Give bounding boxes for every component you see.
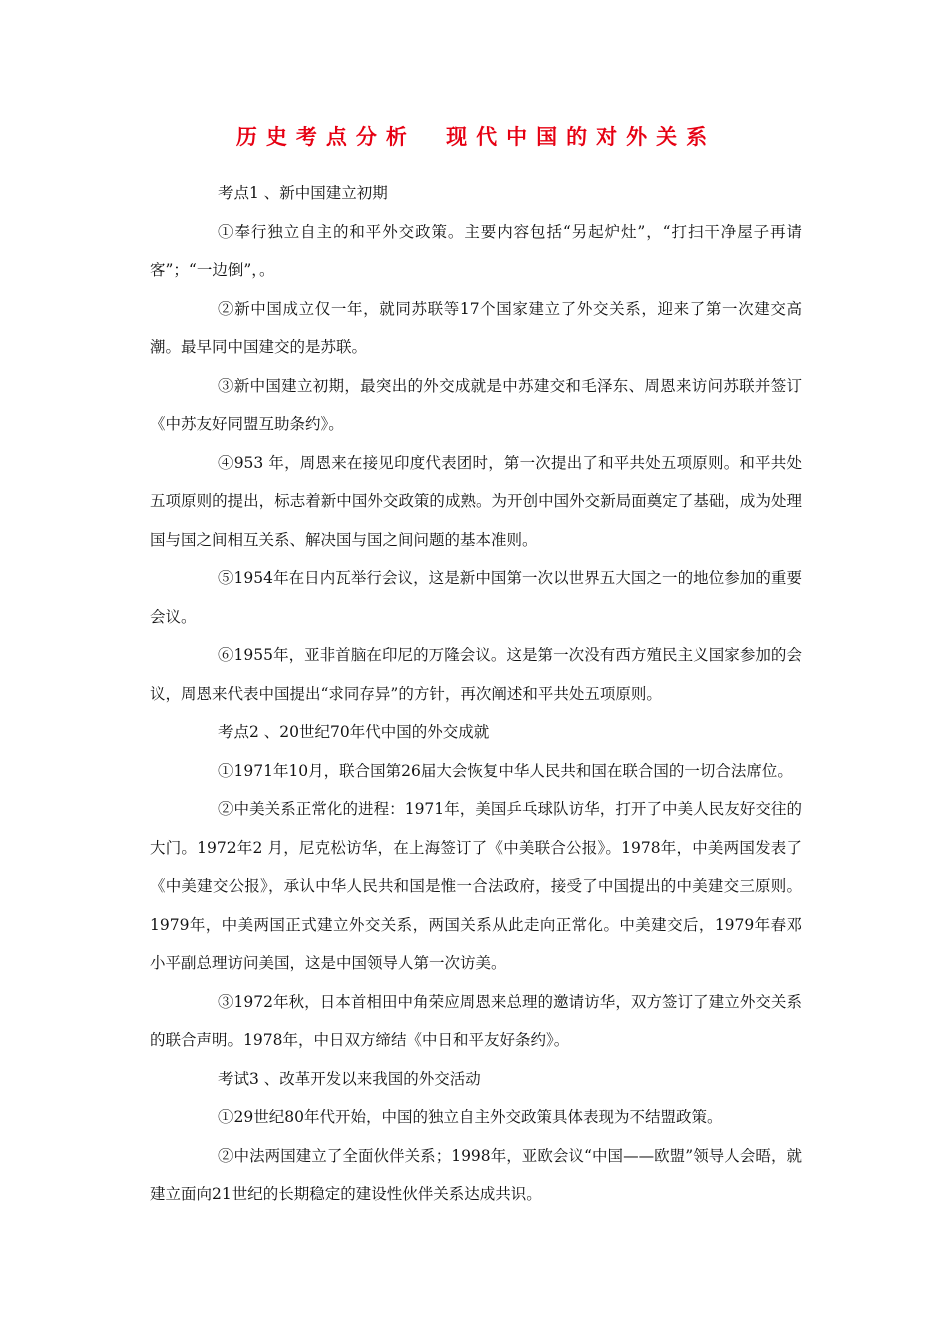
paragraph-2-3: ③1972年秋，日本首相田中角荣应周恩来总理的邀请访华，双方签订了建立外交关系的联合声明。1978年，中日双方缔结《中日和平友好条约》。: [150, 992, 802, 1049]
paragraph-2-1: ①1971年10月，联合国第26届大会恢复中华人民共和国在联合国的一切合法席位。: [218, 761, 793, 780]
section-heading-1: 考点1 、新中国建立初期: [218, 184, 388, 202]
paragraph-3-1: ①29世纪80年代开始，中国的独立自主外交政策具体表现为不结盟政策。: [218, 1108, 723, 1126]
paragraph-2-2: ②中美关系正常化的进程：1971年，美国乒乓球队访华，打开了中美人民友好交往的大门。1972年2 月，尼克松访华，在上海签订了《中美联合公报》。1978年，中美两国发表了《中美建交公报》，承认中华人民共和国是惟一合法政府，接受了中国提出的中美建交三原则。1979年，中美两国正式建立外交关系，两国关系从此走向正常化。中美建交后，1979年春邓小平副总理访问美国，这是中国领导人第一次访美。: [150, 800, 802, 972]
paragraph-1-1: ①奉行独立自主的和平外交政策。主要内容包括“另起炉灶”，“打扫干净屋子再请客”；“一边倒”，。: [150, 222, 802, 279]
page-title: 历史考点分析 现代中国的对外关系: [235, 124, 717, 149]
document-body: [150, 174, 802, 1214]
paragraph-1-4: ④953 年，周恩来在接见印度代表团时，第一次提出了和平共处五项原则。和平共处五项原则的提出，标志着新中国外交政策的成熟。为开创中国外交新局面奠定了基础，成为处理国与国之间相互关系、解决国与国之间问题的基本准则。: [150, 453, 802, 549]
section-heading-3: 考试3 、改革开发以来我国的外交活动: [218, 1069, 481, 1088]
paragraph-3-2: ②中法两国建立了全面伙伴关系；1998年，亚欧会议“中国——欧盟”领导人会晤，就建立面向21世纪的长期稳定的建设性伙伴关系达成共识。: [150, 1146, 802, 1203]
paragraph-1-5: ⑤1954年在日内瓦举行会议，这是新中国第一次以世界五大国之一的地位参加的重要会议。: [150, 569, 802, 626]
paragraph-1-3: ③新中国建立初期，最突出的外交成就是中苏建交和毛泽东、周恩来访问苏联并签订《中苏友好同盟互助条约》。: [150, 376, 802, 433]
paragraph-1-2: ②新中国成立仅一年，就同苏联等17个国家建立了外交关系，迎来了第一次建交高潮。最早同中国建交的是苏联。: [150, 299, 802, 356]
paragraph-1-6: ⑥1955年，亚非首脑在印尼的万隆会议。这是第一次没有西方殖民主义国家参加的会议，周恩来代表中国提出“求同存异”的方针，再次阐述和平共处五项原则。: [150, 646, 802, 703]
section-heading-2: 考点2 、20世纪70年代中国的外交成就: [218, 723, 490, 741]
